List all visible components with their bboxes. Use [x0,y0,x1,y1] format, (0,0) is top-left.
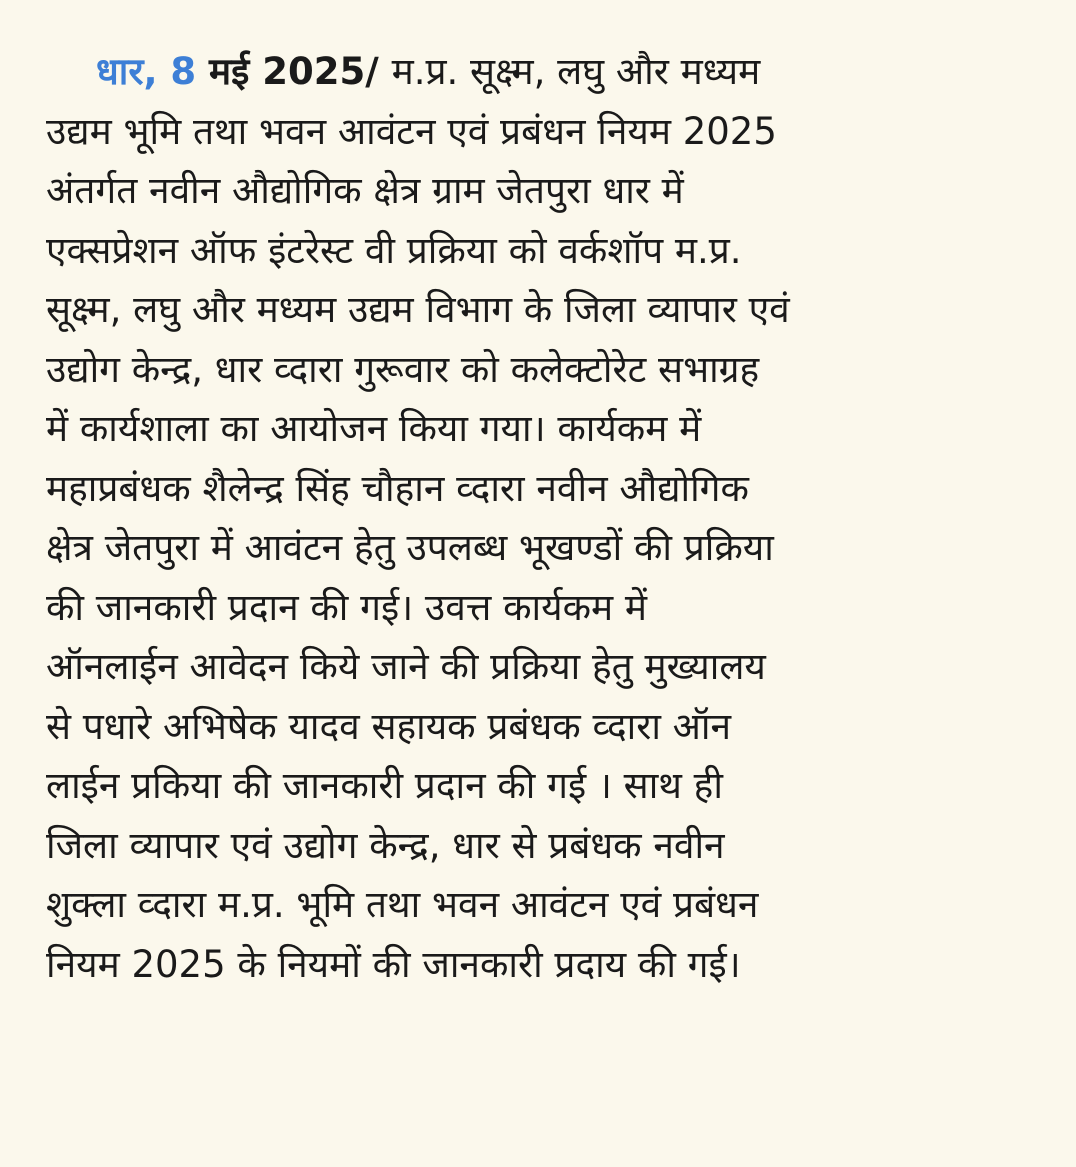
article-line-1 [46,42,1046,102]
article-line-10: की जानकारी प्रदान की गई। उवत्त कार्यकम में [46,585,647,629]
news-article [46,42,1046,994]
dateline-place: धार, 8 [96,50,197,93]
article-line-9: क्षेत्र जेतपुरा में आवंटन हेतु उपलब्ध भूखण्डों की प्रक्रिया [46,526,774,569]
article-line-3: अंतर्गत नवीन औद्योगिक क्षेत्र ग्राम जेतपुरा धार में [46,169,684,212]
article-line-1-text: म.प्र. सूक्ष्म, लघु और मध्यम [391,50,761,93]
article-line-14: जिला व्यापार एवं उद्योग केन्द्र, धार से प्रबंधक नवीन [46,823,725,867]
article-line-8: महाप्रबंधक शैलेन्द्र सिंह चौहान व्दारा नवीन औद्योगिक [46,466,749,510]
article-line-11: ऑनलाईन आवेदन किये जाने की प्रक्रिया हेतु मुख्यालय [46,645,766,688]
article-line-13: लाईन प्रकिया की जानकारी प्रदान की गई । साथ ही [46,764,723,807]
dateline-date: मई 2025/ [196,50,392,93]
article-line-12: से पधारे अभिषेक यादव सहायक प्रबंधक व्दारा ऑन [46,704,732,748]
article-line-5: सूक्ष्म, लघु और मध्यम उद्यम विभाग के जिला व्यापार एवं [46,288,790,331]
article-line-7: में कार्यशाला का आयोजन किया गया। कार्यकम में [46,407,702,450]
article-line-6: उद्योग केन्द्र, धार व्दारा गुरूवार को कलेक्टोरेट सभाग्रह [46,347,760,391]
article-line-2: उद्यम भूमि तथा भवन आवंटन एवं प्रबंधन नियम 2025 [46,109,777,153]
article-line-15: शुक्ला व्दारा म.प्र. भूमि तथा भवन आवंटन एवं प्रबंधन [46,883,759,926]
article-line-16: नियम 2025 के नियमों की जानकारी प्रदाय की गई। [46,942,741,986]
article-line-4: एक्सप्रेशन ऑफ इंटरेस्ट वी प्रक्रिया को वर्कशॉप म.प्र. [46,228,742,272]
